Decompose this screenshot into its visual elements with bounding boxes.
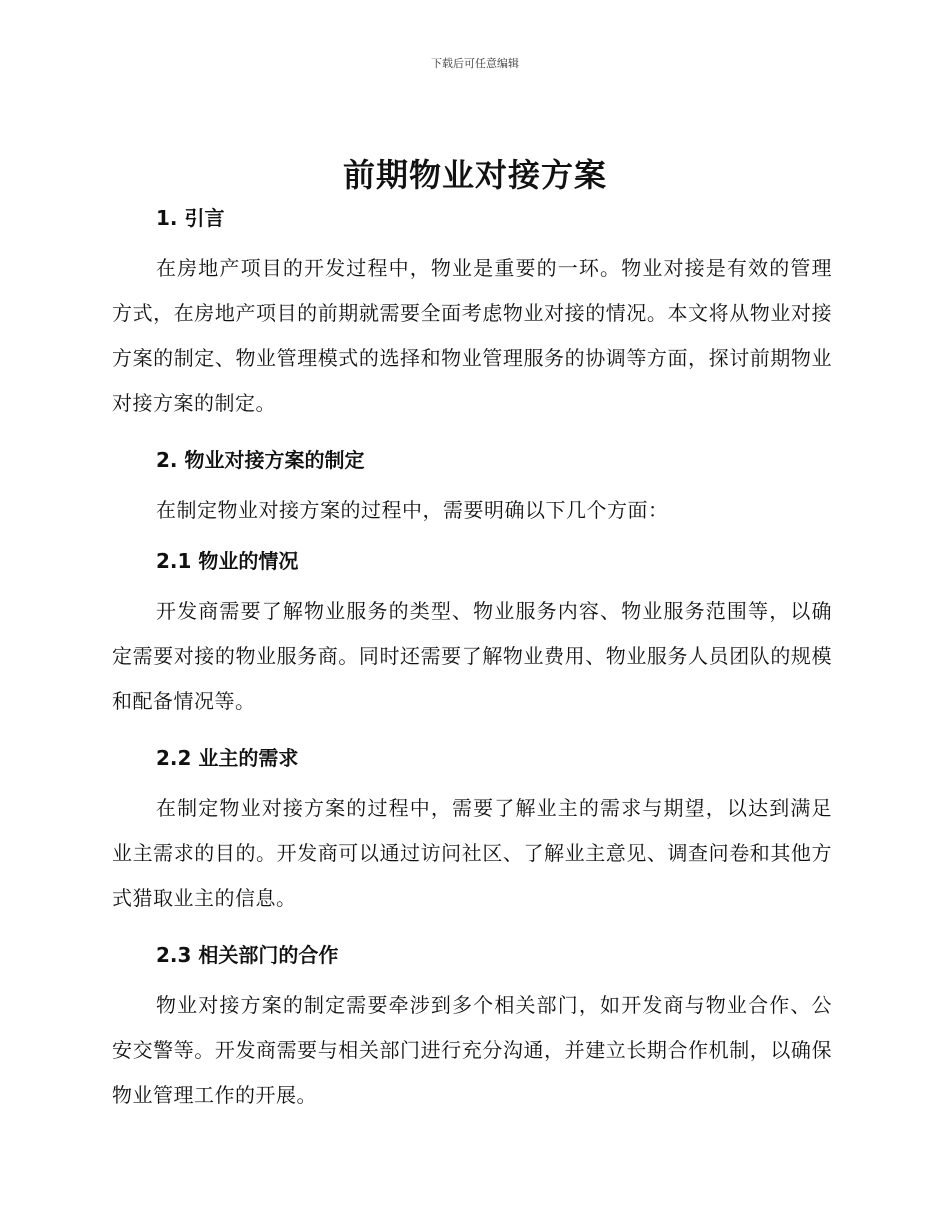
section-paragraph-plan: 在制定物业对接方案的过程中，需要明确以下几个方面： bbox=[156, 498, 669, 522]
header-note: 下载后可任意编辑 bbox=[431, 57, 519, 70]
section-paragraph-introduction: 在房地产项目的开发过程中，物业是重要的一环。物业对接是有效的管理方式，在房地产项目的前期就需要全面考虑物业对接的情况。本文将从物业对接方案的制定、物业管理模式的选择和物业管理服务的协调等方面，探讨前期物业对接方案的制定。 bbox=[112, 256, 832, 415]
document-body bbox=[112, 200, 832, 1118]
document-title: 前期物业对接方案 bbox=[342, 156, 607, 194]
section-paragraph-department-cooperation: 物业对接方案的制定需要牵涉到多个相关部门，如开发商与物业合作、公安交警等。开发商需要与相关部门进行充分沟通，并建立长期合作机制，以确保物业管理工作的开展。 bbox=[112, 993, 832, 1107]
section-paragraph-property-status: 开发商需要了解物业服务的类型、物业服务内容、物业服务范围等，以确定需要对接的物业服务商。同时还需要了解物业费用、物业服务人员团队的规模和配备情况等。 bbox=[112, 599, 832, 713]
section-heading-department-cooperation: 2.3 相关部门的合作 bbox=[156, 943, 339, 967]
section-heading-plan: 2. 物业对接方案的制定 bbox=[156, 448, 365, 472]
section-heading-introduction: 1. 引言 bbox=[156, 206, 225, 230]
section-heading-property-status: 2.1 物业的情况 bbox=[156, 549, 299, 573]
section-paragraph-owner-needs: 在制定物业对接方案的过程中，需要了解业主的需求与期望，以达到满足业主需求的目的。开发商可以通过访问社区、了解业主意见、调查问卷和其他方式猎取业主的信息。 bbox=[112, 796, 832, 910]
section-heading-owner-needs: 2.2 业主的需求 bbox=[156, 746, 299, 770]
